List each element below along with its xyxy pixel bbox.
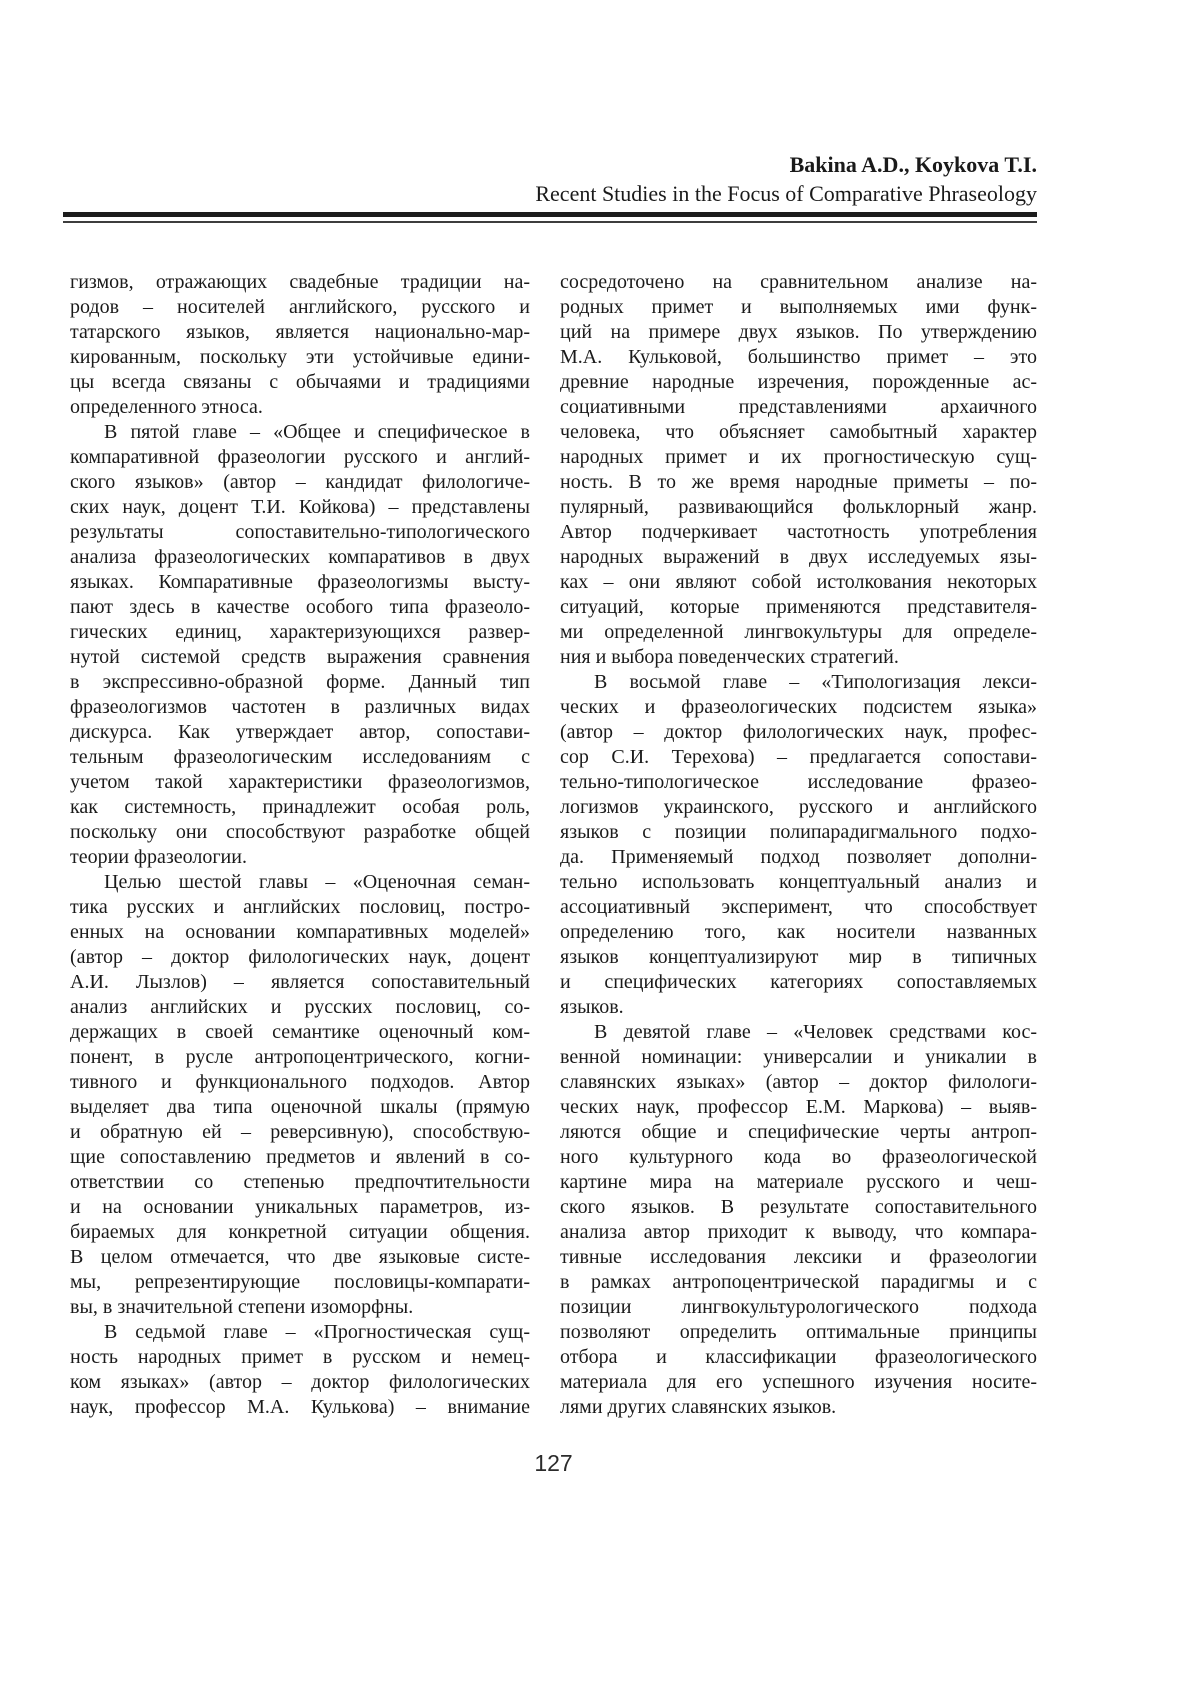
text-line: отбора и классификации фразеологического	[560, 1346, 1037, 1368]
text-column-left	[70, 270, 530, 1420]
paragraph	[560, 270, 1037, 670]
text-line: ность народных примет в русском и немец-	[70, 1346, 530, 1368]
text-line: языков с позиции полипарадигмального подхо-	[560, 821, 1037, 843]
text-line: ского языков. В результате сопоставительного	[560, 1196, 1037, 1218]
text-line: Автор подчеркивает частотность употребления	[560, 521, 1037, 543]
text-line: понент, в русле антропоцентрического, когни-	[70, 1046, 530, 1068]
text-line: щие сопоставлению предметов и явлений в со-	[70, 1146, 530, 1168]
text-line: ского языков» (автор – кандидат филологиче-	[70, 471, 530, 493]
text-line: позиции лингвокультурологического подхода	[560, 1296, 1037, 1318]
text-line: ния и выбора поведенческих стратегий.	[560, 646, 899, 668]
text-line: лями других славянских языков.	[560, 1396, 837, 1418]
text-line: тивные исследования лексики и фразеологии	[560, 1246, 1037, 1268]
text-line: и специфических категориях сопоставляемых	[560, 971, 1037, 993]
text-line: ций на примере двух языков. По утверждению	[560, 321, 1037, 343]
text-line: ответствии со степенью предпочтительности	[70, 1171, 530, 1193]
text-line: ком языках» (автор – доктор филологических	[70, 1371, 530, 1393]
text-line: цы всегда связаны с обычаями и традициями	[70, 371, 530, 393]
text-line: родных примет и выполняемых ими функ-	[560, 296, 1037, 318]
text-line: В девятой главе – «Человек средствами кос-	[594, 1021, 1037, 1043]
text-line: енных на основании компаративных моделей»	[70, 921, 530, 943]
text-line: тельно-типологическое исследование фразео-	[560, 771, 1037, 793]
text-line: мы, репрезентирующие пословицы-компарати-	[70, 1271, 530, 1293]
text-line: М.А. Кульковой, большинство примет – это	[560, 346, 1037, 368]
text-line: языков.	[560, 996, 624, 1018]
text-line: анализа автор приходит к выводу, что компара-	[560, 1221, 1037, 1243]
text-line: дискурса. Как утверждает автор, сопостави-	[70, 721, 530, 743]
paragraph	[70, 870, 530, 1320]
text-line: да. Применяемый подход позволяет дополни-	[560, 846, 1037, 868]
text-line: ляются общие и специфические черты антроп-	[560, 1121, 1037, 1143]
text-line: (автор – доктор филологических наук, профес-	[560, 721, 1037, 743]
text-line: и на основании уникальных параметров, из-	[70, 1196, 530, 1218]
text-line: логизмов украинского, русского и английского	[560, 796, 1037, 818]
text-line: анализ английских и русских пословиц, со-	[70, 996, 530, 1018]
text-line: как системность, принадлежит особая роль,	[70, 796, 530, 818]
text-line: ческих и фразеологических подсистем языка»	[560, 696, 1037, 718]
text-line: ассоциативный эксперимент, что способствует	[560, 896, 1037, 918]
text-line: татарского языков, является национально-мар-	[70, 321, 530, 343]
text-line: социативными представлениями архаичного	[560, 396, 1037, 418]
text-line: тивного и функционального подходов. Автор	[70, 1071, 530, 1093]
text-line: материала для его успешного изучения носите-	[560, 1371, 1037, 1393]
paragraph	[560, 1020, 1037, 1420]
running-head-title: Recent Studies in the Focus of Comparative Phraseology	[535, 181, 1037, 206]
paragraph	[70, 420, 530, 870]
text-line: ситуаций, которые применяются представителя-	[560, 596, 1037, 618]
text-line: В целом отмечается, что две языковые систе-	[70, 1246, 530, 1268]
text-line: учетом такой характеристики фразеологизмов,	[70, 771, 530, 793]
header-rule-thin	[63, 221, 1037, 223]
text-line: нутой системой средств выражения сравнения	[70, 646, 530, 668]
running-head-authors: Bakina A.D., Koykova T.I.	[789, 152, 1037, 177]
paragraph	[560, 670, 1037, 1020]
text-line: наук, профессор М.А. Кулькова) – внимание	[70, 1396, 530, 1418]
text-line: народных примет и их прогностическую сущ-	[560, 446, 1037, 468]
text-line: фразеологизмов частотен в различных видах	[70, 696, 530, 718]
text-line: Целью шестой главы – «Оценочная семан-	[104, 871, 530, 893]
text-line: бираемых для конкретной ситуации общения.	[70, 1221, 530, 1243]
text-column-right	[560, 270, 1037, 1420]
text-line: поскольку они способствуют разработке общей	[70, 821, 530, 843]
paragraph	[70, 1320, 530, 1420]
text-line: пают здесь в качестве особого типа фразеоло-	[70, 596, 530, 618]
text-line: теории фразеологии.	[70, 846, 247, 868]
page-number: 127	[534, 1450, 573, 1476]
text-line: ность. В то же время народные приметы – по-	[560, 471, 1037, 493]
text-line: славянских языках» (автор – доктор филологи-	[560, 1071, 1037, 1093]
text-line: выделяет два типа оценочной шкалы (прямую	[70, 1096, 530, 1118]
text-line: тельно использовать концептуальный анализ и	[560, 871, 1037, 893]
text-line: (автор – доктор филологических наук, доцент	[70, 946, 530, 968]
text-body	[70, 270, 1037, 1420]
text-line: В седьмой главе – «Прогностическая сущ-	[104, 1321, 530, 1343]
text-line: определению того, как носители названных	[560, 921, 1037, 943]
text-line: А.И. Лызлов) – является сопоставительный	[70, 971, 530, 993]
text-line: человека, что объясняет самобытный характер	[560, 421, 1037, 443]
text-line: ного культурного кода во фразеологической	[560, 1146, 1037, 1168]
text-line: тельным фразеологическим исследованиям с	[70, 746, 530, 768]
text-line: сосредоточено на сравнительном анализе на-	[560, 271, 1037, 293]
text-line: родов – носителей английского, русского и	[70, 296, 530, 318]
text-line: компаративной фразеологии русского и англий-	[70, 446, 530, 468]
running-head	[70, 150, 1037, 208]
text-line: ми определенной лингвокультуры для определе-	[560, 621, 1037, 643]
text-line: результаты сопоставительно-типологического	[70, 521, 530, 543]
text-line: и обратную ей – реверсивную), способствую-	[70, 1121, 530, 1143]
text-line: ских наук, доцент Т.И. Койкова) – представлены	[70, 496, 530, 518]
text-line: В восьмой главе – «Типологизация лекси-	[594, 671, 1037, 693]
text-line: позволяют определить оптимальные принципы	[560, 1321, 1037, 1343]
text-line: народных выражений в двух исследуемых язы-	[560, 546, 1037, 568]
text-line: держащих в своей семантике оценочный ком-	[70, 1021, 530, 1043]
text-line: вы, в значительной степени изоморфны.	[70, 1296, 414, 1318]
text-line: в рамках антропоцентрической парадигмы и с	[560, 1271, 1037, 1293]
paragraph	[70, 270, 530, 420]
text-line: картине мира на материале русского и чеш-	[560, 1171, 1037, 1193]
text-line: определенного этноса.	[70, 396, 263, 418]
text-line: тика русских и английских пословиц, постро-	[70, 896, 530, 918]
text-line: ках – они являют собой истолкования некоторых	[560, 571, 1037, 593]
text-line: гизмов, отражающих свадебные традиции на-	[70, 271, 530, 293]
text-line: ческих наук, профессор Е.М. Маркова) – выяв-	[560, 1096, 1037, 1118]
text-line: древние народные изречения, порожденные ас-	[560, 371, 1037, 393]
text-line: пулярный, развивающийся фольклорный жанр.	[560, 496, 1037, 518]
text-line: языков концептуализируют мир в типичных	[560, 946, 1037, 968]
text-line: анализа фразеологических компаративов в двух	[70, 546, 530, 568]
text-line: В пятой главе – «Общее и специфическое в	[104, 421, 530, 443]
text-line: гических единиц, характеризующихся развер-	[70, 621, 530, 643]
header-rule-thick	[63, 212, 1037, 217]
text-line: кированным, поскольку эти устойчивые едини-	[70, 346, 530, 368]
text-line: сор С.И. Терехова) – предлагается сопостави-	[560, 746, 1037, 768]
text-line: венной номинации: универсалии и уникалии в	[560, 1046, 1037, 1068]
text-line: языках. Компаративные фразеологизмы высту-	[70, 571, 530, 593]
text-line: в экспрессивно-образной форме. Данный тип	[70, 671, 530, 693]
